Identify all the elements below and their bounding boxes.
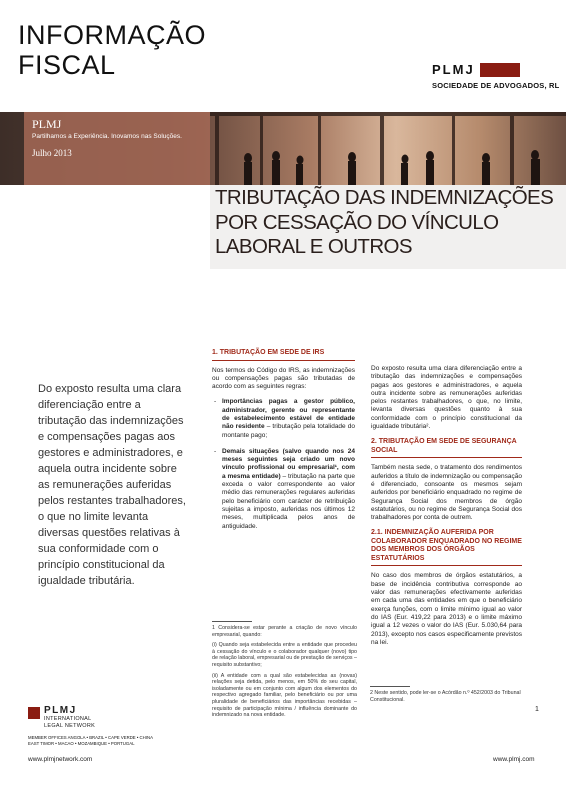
footnote-2-text: 2 Neste sentido, pode ler-se o Acórdão n.º 452/2003 do Tribunal Constitucional. — [370, 690, 521, 703]
footer-logo-name: PLMJ — [44, 705, 77, 716]
footer-logo-line2: INTERNATIONAL — [44, 716, 92, 722]
section-heading-social-security: 2. TRIBUTAÇÃO EM SEDE DE SEGURANÇA SOCIAL — [371, 438, 522, 458]
col1-intro: Nos termos do Código do IRS, as indemnizações ou compensações pagas são tributadas de acordo com as seguintes regras: — [212, 366, 355, 391]
footnote-1 — [212, 621, 357, 723]
item2-rest: – tributação na parte que exceda o valor correspondente ao valor médio das remunerações regulares auferidas pelo beneficiário com carácter de retribuição sujeitas a imposto, auferidas nos últimos 12 meses, multiplicada pelos anos de antiguidade. — [222, 472, 355, 530]
logo-name: PLMJ — [432, 62, 475, 77]
member-offices — [28, 735, 188, 746]
page-number: 1 — [535, 706, 539, 713]
footer-logo-line3: LEGAL NETWORK — [44, 722, 96, 729]
list-item — [222, 448, 355, 531]
network-website-link[interactable]: www.plmjnetwork.com — [28, 756, 93, 763]
banner-tagline: Partilhamos a Experiência. Inovamos nas Soluções. — [32, 133, 182, 140]
item1-bold: Importâncias pagas a gestor público, administrador, gerente ou representante de estabelecimento estável de entidade não residente — [222, 398, 355, 431]
member-offices-line-1: MEMBER OFFICES ANGOLA • BRAZIL • CAPE VERDE • CHINA — [28, 735, 153, 740]
col2-paragraph-2: Também nesta sede, o tratamento dos rendimentos auferidos a título de indemnização ou compensação é diferenciado, consoante os mesmos sejam auferidos por beneficiário enquadrado no regime de Segurança Social dos membros de órgão estatutários, ou no regime de Segurança Social dos trabalhadores por conta de outrem. — [371, 464, 522, 522]
footnote-1-i: (i) Quando seja estabelecida entre a entidade que procedeu à cessação do vínculo e o colaborador qualquer (novo) tipo de relação laboral, empresarial ou de prestação de serviços – requisito substantivo; — [212, 642, 357, 668]
banner-brand: PLMJ — [32, 117, 62, 131]
network-logo-square-icon — [28, 707, 40, 719]
banner-info-box — [24, 112, 210, 185]
plmj-logo — [432, 62, 562, 102]
item1-rest: – tributação pela totalidade do montante pago; — [222, 423, 356, 439]
footer-network-logo — [28, 706, 188, 746]
footnote-1-main: 1 Considera-se estar perante a criação de novo vínculo empresarial, quando: — [212, 625, 357, 638]
section-heading-statutory-organs: 2.1. INDEMNIZAÇÃO AUFERIDA POR COLABORADOR ENQUADRADO NO REGIME DOS MEMBROS DOS ÓRGÃOS ESTATUTÁRIOS — [371, 529, 522, 566]
irs-rules-list — [212, 398, 355, 530]
title-line-2: FISCAL — [18, 50, 116, 80]
title-line-1: INFORMAÇÃO — [18, 20, 207, 50]
logo-subtitle: SOCIEDADE DE ADVOGADOS, RL — [432, 81, 560, 90]
banner-date: Julho 2013 — [32, 148, 72, 158]
list-item — [222, 398, 355, 439]
footnote-rule — [370, 686, 410, 687]
section-heading-irs: 1. TRIBUTAÇÃO EM SEDE DE IRS — [212, 349, 355, 361]
logo-square-icon — [480, 63, 520, 77]
article-headline: TRIBUTAÇÃO DAS INDEMNIZAÇÕES POR CESSAÇÃO DO VÍNCULO LABORAL E OUTROS — [215, 186, 554, 258]
article-column-2 — [371, 365, 522, 654]
footnote-1-ii: (ii) A entidade com a qual são estabelecidas as (novas) relações seja detida, pelo menos, em 50% do seu capital, isoladamente ou em conjunto com algum dos elementos do respectivo agregado familiar, pelo beneficiário ou por uma pluralidade de beneficiários das importâncias recebidas – requisito de participação mínima / influência dominante do indemnizado na nova entidade. — [212, 672, 357, 719]
col2-paragraph-1: Do exposto resulta uma clara diferenciação entre a tributação das indemnizações e compensações pagas aos gestores e administradores, e aquela outra incidente sobre as remunerações auferidas pelos restantes trabalhadores, o que, no limite, levanta diversas questões quanto à sua conformidade com o princípio constitucional da igualdade tributária². — [371, 365, 522, 431]
footnote-rule — [212, 621, 252, 622]
pull-quote: Do exposto resulta uma clara diferenciação entre a tributação das indemnizações e compensações pagas aos gestores e administradores, e aquela outra incidente sobre as remunerações auferidas pelos restantes trabalhadores, o que no limite levanta diversas questões relativas à sua conformidade com o princípio constitucional da igualdade tributária. — [38, 383, 186, 587]
article-column-1 — [212, 349, 355, 539]
document-title — [18, 20, 278, 80]
website-link[interactable]: www.plmj.com — [493, 756, 535, 763]
member-offices-line-2: EAST TIMOR • MACAO • MOZAMBIQUE • PORTUGAL — [28, 740, 135, 746]
col2-paragraph-3: No caso dos membros de órgãos estatutários, a base de incidência contributiva corresponde ao valor das remunerações efectivamente auferidas em cada uma das entidades em que o beneficiário exerça funções, com o limite mínimo igual ao valor do IAS (Eur. 419,22 para 2013) e o limite máximo igual a 12 vezes o valor do IAS (Eur. 5.030,64 para 2013), excepto nos casos especificamente previstos na lei. — [371, 572, 522, 646]
footnote-2 — [370, 686, 522, 703]
item2-bold: Demais situações (salvo quando nos 24 meses seguintes seja criado um novo vínculo profissional ou empresarial¹, com a mesma entidade) — [222, 447, 355, 480]
